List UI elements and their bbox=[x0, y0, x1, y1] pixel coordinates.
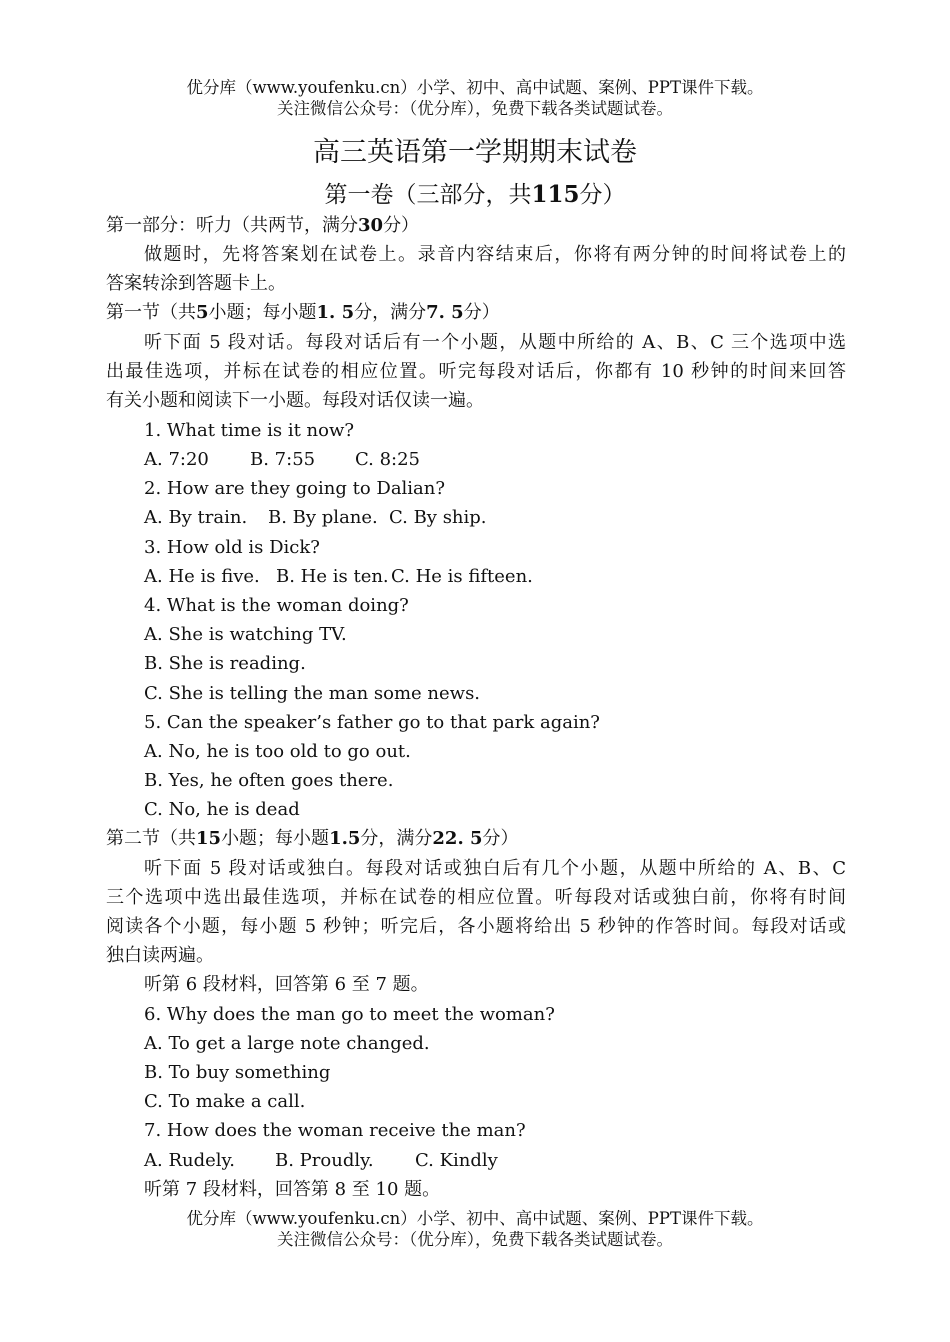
question-4-option-b: B. She is reading. bbox=[144, 653, 306, 674]
question-2-stem: 2. How are they going to Dalian? bbox=[144, 478, 446, 499]
section1-instruction-line: 出最佳选项，并标在试卷的相应位置。听完每段对话后，你都有 10 秒钟的时间来回答 bbox=[106, 361, 846, 382]
question-4-option-a: A. She is watching TV. bbox=[144, 624, 347, 645]
question-7-stem: 7. How does the woman receive the man? bbox=[144, 1120, 526, 1141]
question-5-option-b: B. Yes, he often goes there. bbox=[144, 770, 394, 791]
section2-instruction-line: 独白读两遍。 bbox=[106, 945, 214, 966]
header-line-1: 优分库（www.youfenku.cn）小学、初中、高中试题、案例、PPT课件下载。 bbox=[186, 78, 764, 97]
question-5-option-a: A. No, he is too old to go out. bbox=[144, 741, 411, 762]
question-3-options bbox=[144, 566, 533, 588]
page-title: 高三英语第一学期期末试卷 bbox=[313, 137, 637, 168]
section2-instruction-line: 听下面 5 段对话或独白。每段对话或独白后有几个小题，从题中所给的 A、B、C bbox=[144, 858, 846, 879]
question-5-stem: 5. Can the speaker’s father go to that park again? bbox=[144, 712, 600, 733]
option-b: B. By plane. bbox=[268, 507, 378, 528]
material-7-note: 听第 7 段材料，回答第 8 至 10 题。 bbox=[144, 1179, 441, 1200]
question-2-options bbox=[144, 507, 487, 529]
section1-instruction-line: 有关小题和阅读下一小题。每段对话仅读一遍。 bbox=[106, 390, 484, 411]
option-b: B. He is ten. bbox=[276, 566, 389, 587]
option-c: C. 8:25 bbox=[355, 449, 420, 470]
option-c: C. Kindly bbox=[415, 1150, 498, 1171]
header-line-2: 关注微信公众号：（优分库），免费下载各类试题试卷。 bbox=[277, 99, 673, 118]
question-1-options bbox=[144, 449, 420, 471]
question-6-option-a: A. To get a large note changed. bbox=[144, 1033, 430, 1054]
question-3-stem: 3. How old is Dick? bbox=[144, 537, 320, 558]
option-c: C. By ship. bbox=[389, 507, 487, 528]
question-5-option-c: C. No, he is dead bbox=[144, 799, 300, 820]
section2-heading: 第二节（共15小题；每小题1.5分，满分22. 5分） bbox=[106, 828, 519, 849]
option-b: B. Proudly. bbox=[275, 1150, 374, 1171]
footer-line-1: 优分库（www.youfenku.cn）小学、初中、高中试题、案例、PPT课件下载。 bbox=[186, 1209, 764, 1228]
section1-heading: 第一节（共5小题；每小题1. 5分，满分7. 5分） bbox=[106, 302, 500, 323]
question-6-stem: 6. Why does the man go to meet the woman? bbox=[144, 1004, 555, 1025]
option-b: B. 7:55 bbox=[250, 449, 316, 470]
option-a: A. Rudely. bbox=[144, 1150, 236, 1171]
material-6-note: 听第 6 段材料，回答第 6 至 7 题。 bbox=[144, 974, 429, 995]
option-a: A. By train. bbox=[144, 507, 248, 528]
question-1-stem: 1. What time is it now? bbox=[144, 420, 355, 441]
part1-instruction-line: 做题时，先将答案划在试卷上。录音内容结束后，你将有两分钟的时间将试卷上的 bbox=[144, 244, 846, 265]
section1-instruction-line: 听下面 5 段对话。每段对话后有一个小题，从题中所给的 A、B、C 三个选项中选 bbox=[144, 332, 846, 353]
section2-instruction-line: 阅读各个小题，每小题 5 秒钟；听完后，各小题将给出 5 秒钟的作答时间。每段对话或 bbox=[106, 916, 846, 937]
part1-instruction-line: 答案转涂到答题卡上。 bbox=[106, 273, 286, 294]
question-6-option-b: B. To buy something bbox=[144, 1062, 331, 1083]
option-a: A. He is five. bbox=[144, 566, 260, 587]
question-6-option-c: C. To make a call. bbox=[144, 1091, 306, 1112]
volume-heading: 第一卷（三部分，共115分） bbox=[324, 181, 626, 208]
question-4-stem: 4. What is the woman doing? bbox=[144, 595, 409, 616]
option-a: A. 7:20 bbox=[144, 449, 209, 470]
option-c: C. He is fifteen. bbox=[391, 566, 533, 587]
section2-instruction-line: 三个选项中选出最佳选项，并标在试卷的相应位置。听每段对话或独白前，你将有时间 bbox=[106, 887, 846, 908]
question-4-option-c: C. She is telling the man some news. bbox=[144, 683, 481, 704]
footer-line-2: 关注微信公众号：（优分库），免费下载各类试题试卷。 bbox=[277, 1230, 673, 1249]
part1-heading: 第一部分：听力（共两节，满分30分） bbox=[106, 215, 420, 236]
question-7-options bbox=[144, 1150, 498, 1172]
